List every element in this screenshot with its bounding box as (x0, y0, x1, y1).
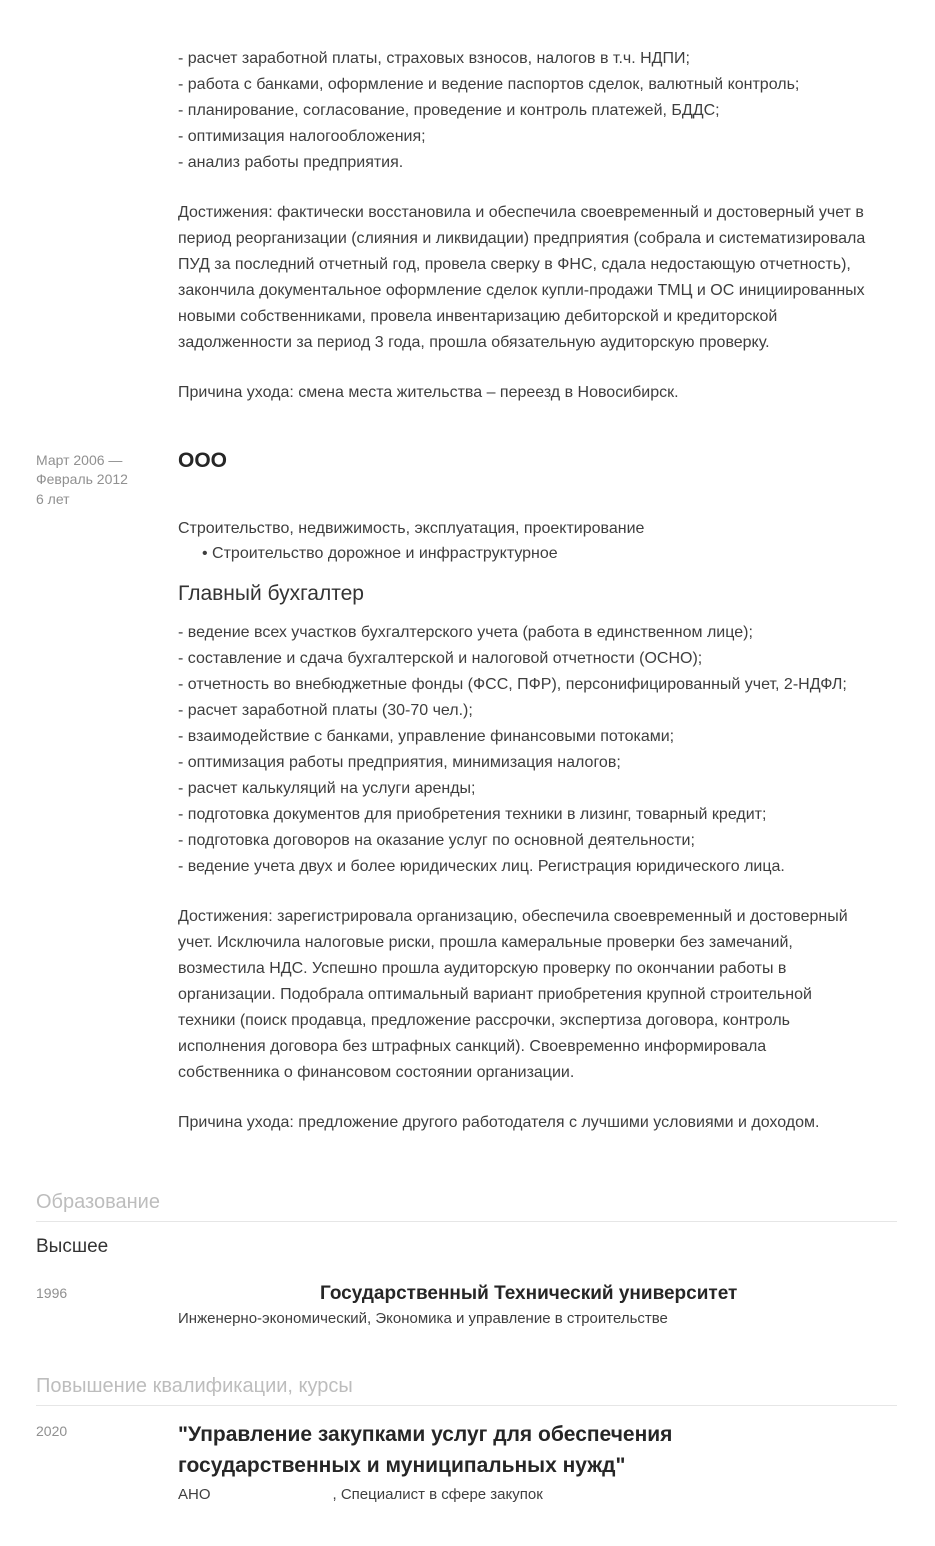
education-item (36, 1281, 897, 1330)
job-entry (36, 448, 897, 1136)
previous-job-content (178, 46, 897, 406)
blank-line (178, 1086, 897, 1110)
blank-line (178, 176, 897, 200)
duty-line: - расчет заработной платы, страховых взносов, налогов в т.ч. НДПИ; (178, 50, 690, 67)
duty-line: - взаимодействие с банками, управление финансовыми потоками; (178, 728, 675, 745)
leave-reason: Причина ухода: предложение другого работодателя с лучшими условиями и доходом. (178, 1114, 820, 1131)
course-name: "Управление закупками услуг для обеспечения государственных и муниципальных нужд" (178, 1423, 673, 1477)
employment-duration: 6 лет (36, 491, 70, 507)
achievements-paragraph: Достижения: зарегистрировала организацию, обеспечила своевременный и достоверный учет. Исключила налоговые риски, прошла камеральные проверки без замечаний, возместила НДС. Успешно прошла аудиторскую проверку по окончании работы в организации. Подобрала оптимальный вариант приобретения крупной строительной техники (поиск продавца, предложение рассрочки, экспертиза договора, контроль исполнения договора без штрафных санкций). Своевременно информировала собственника о финансовом состоянии организации. (178, 908, 848, 1081)
duty-line: - анализ работы предприятия. (178, 154, 404, 171)
duty-line: - подготовка договоров на оказание услуг по основной деятельности; (178, 832, 695, 849)
job-description (178, 620, 897, 1136)
leave-reason: Причина ухода: смена места жительства – переезд в Новосибирск. (178, 384, 679, 401)
job-title: Главный бухгалтер (178, 582, 364, 605)
company-industry-block (178, 516, 897, 566)
duty-line: - ведение всех участков бухгалтерского учета (работа в единственном лице); (178, 624, 753, 641)
education-item-content (178, 1281, 897, 1330)
duty-line: - оптимизация налогообложения; (178, 128, 426, 145)
duty-line: - подготовка документов для приобретения техники в лизинг, товарный кредит; (178, 806, 767, 823)
company-name: ООО (178, 449, 228, 472)
course-specialty: , Специалист в сфере закупок (332, 1486, 543, 1503)
duty-line: - расчет калькуляций на услуги аренды; (178, 780, 476, 797)
company-industry: Строительство, недвижимость, эксплуатация, проектирование (178, 520, 645, 537)
education-header: Образование (36, 1190, 897, 1222)
job-entry-content (178, 448, 897, 1136)
duty-line: - составление и сдача бухгалтерской и налоговой отчетности (ОСНО); (178, 650, 703, 667)
duty-line: - отчетность во внебюджетные фонды (ФСС, ПФР), персонифицированный учет, 2-НДФЛ; (178, 676, 847, 693)
employment-period: Март 2006 — Февраль 2012 (36, 452, 128, 487)
achievements-paragraph: Достижения: фактически восстановила и обеспечила своевременный и достоверный учет в период реорганизации (слияния и ликвидации) предприятия (собрала и систематизировала ПУД за последний отчетный год, провела сверку в ФНС, сдала недостающую отчетность), закончила документальное оформление сделок купли-продажи ТМЦ и ОС инициированных новыми собственниками, провела инвентаризацию дебиторской и кредиторской задолженности за период 3 года, прошла обязательную аудиторскую проверку. (178, 204, 866, 351)
duty-line: - расчет заработной платы (30-70 чел.); (178, 702, 473, 719)
previous-job-aside (36, 46, 178, 406)
job-entry-aside (36, 448, 178, 1136)
duty-line: - планирование, согласование, проведение и контроль платежей, БДДС; (178, 102, 720, 119)
education-details: Инженерно-экономический, Экономика и управление в строительстве (178, 1310, 668, 1327)
duty-line: - работа с банками, оформление и ведение паспортов сделок, валютный контроль; (178, 76, 800, 93)
course-organization: АНО (178, 1486, 211, 1503)
course-item (36, 1419, 897, 1506)
course-year: 2020 (36, 1423, 68, 1439)
education-item-aside (36, 1281, 178, 1330)
course-organization-line (178, 1484, 897, 1506)
courses-section (36, 1374, 897, 1506)
duty-list (178, 620, 870, 880)
course-item-aside (36, 1419, 178, 1506)
education-year: 1996 (36, 1285, 68, 1301)
education-level: Высшее (36, 1236, 109, 1257)
duty-line: - оптимизация работы предприятия, минимизация налогов; (178, 754, 621, 771)
blank-line (178, 356, 897, 380)
duty-list (178, 46, 870, 176)
company-industry-detail: • Строительство дорожное и инфраструктурное (202, 545, 558, 562)
course-item-content (178, 1419, 897, 1506)
education-section (36, 1190, 897, 1330)
blank-line (178, 880, 897, 904)
previous-job-description (36, 46, 897, 406)
duty-line: - ведение учета двух и более юридических лиц. Регистрация юридического лица. (178, 858, 785, 875)
university-name: Государственный Технический университет (320, 1283, 738, 1304)
courses-header: Повышение квалификации, курсы (36, 1374, 897, 1406)
